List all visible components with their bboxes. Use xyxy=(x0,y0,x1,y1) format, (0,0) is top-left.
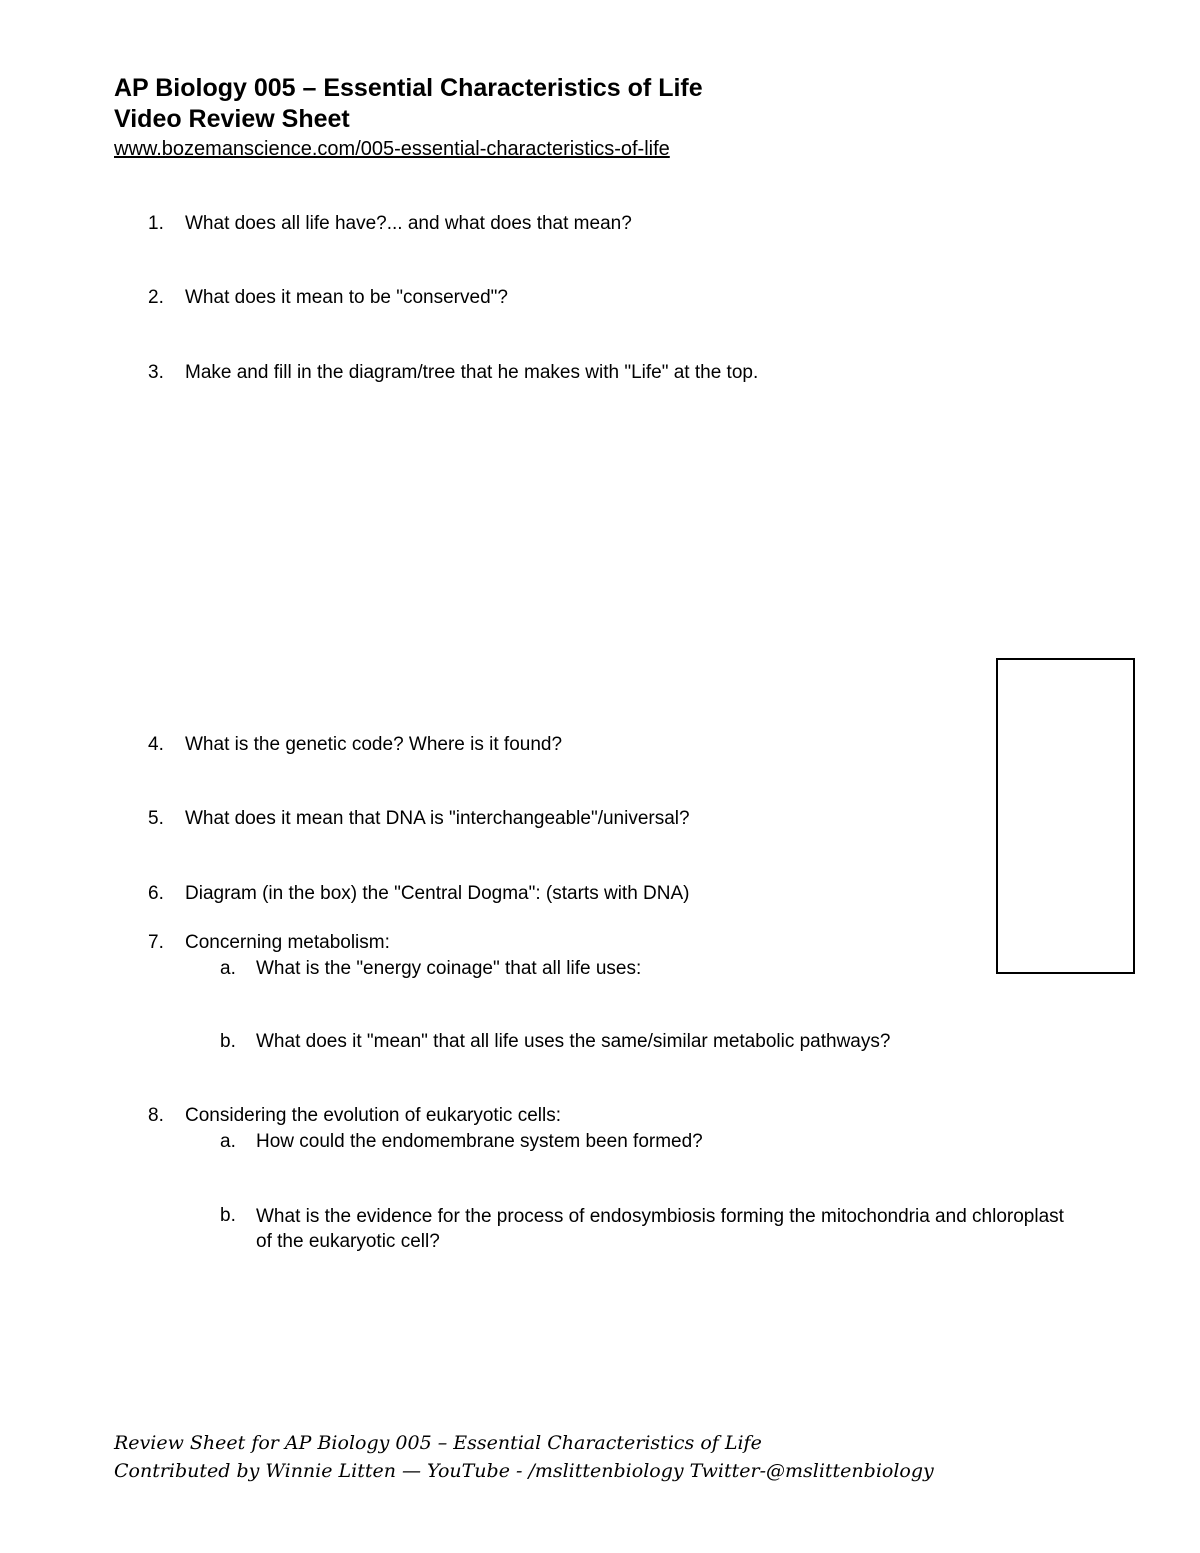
question-number: 3. xyxy=(148,362,164,383)
sub-question-text: How could the endomembrane system been formed? xyxy=(256,1131,703,1152)
question-number: 4. xyxy=(148,734,164,755)
sub-question-text: What does it "mean" that all life uses the same/similar metabolic pathways? xyxy=(256,1031,891,1052)
question-text: What does it mean to be "conserved"? xyxy=(185,287,508,308)
question-number: 5. xyxy=(148,808,164,829)
central-dogma-answer-box xyxy=(996,658,1135,974)
sub-question-letter: b. xyxy=(220,1031,236,1052)
sub-question-text: What is the evidence for the process of endosymbiosis forming the mitochondria and chloroplast of the eukaryotic cell? xyxy=(256,1206,1064,1252)
sub-question-letter: b. xyxy=(220,1205,236,1226)
sub-question-text: What is the "energy coinage" that all life uses: xyxy=(256,958,642,979)
question-number: 8. xyxy=(148,1105,164,1126)
sub-question-letter: a. xyxy=(220,1131,236,1152)
question-number: 1. xyxy=(148,213,164,234)
question-text: What does all life have?... and what does that mean? xyxy=(185,213,632,234)
question-number: 7. xyxy=(148,932,164,953)
question-text: Make and fill in the diagram/tree that he makes with "Life" at the top. xyxy=(185,362,759,383)
page-title: AP Biology 005 – Essential Characteristics of Life xyxy=(114,74,703,102)
video-link[interactable]: www.bozemanscience.com/005-essential-characteristics-of-life xyxy=(114,138,670,160)
question-text: Considering the evolution of eukaryotic cells: xyxy=(185,1105,561,1126)
footer-credits: Contributed by Winnie Litten — YouTube - /mslittenbiology Twitter-@mslittenbiology xyxy=(114,1460,934,1482)
question-text: Diagram (in the box) the "Central Dogma": (starts with DNA) xyxy=(185,883,690,904)
question-text: What is the genetic code? Where is it found? xyxy=(185,734,563,755)
question-text: What does it mean that DNA is "interchangeable"/universal? xyxy=(185,808,690,829)
footer-title: Review Sheet for AP Biology 005 – Essential Characteristics of Life xyxy=(114,1432,762,1454)
question-number: 2. xyxy=(148,287,164,308)
page-subtitle: Video Review Sheet xyxy=(114,105,350,133)
question-text: Concerning metabolism: xyxy=(185,932,390,953)
sub-question-letter: a. xyxy=(220,958,236,979)
question-number: 6. xyxy=(148,883,164,904)
